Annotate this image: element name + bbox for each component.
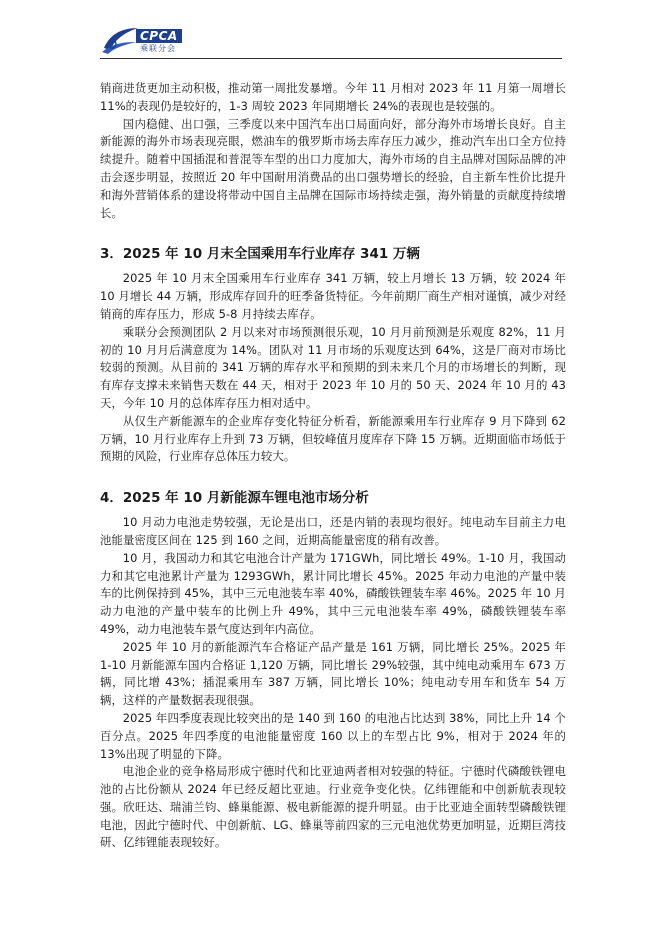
section-3-heading: 3．2025 年 10 月末全国乘用车行业库存 341 万辆 [100,246,420,263]
logo-subtitle: 乘联分会 [140,44,176,53]
intro-paragraph-1: 销商进货更加主动积极，推动第一周批发暴增。今年 11 月相对 2023 年 11 月第一周增长 11%的表现仍是较好的，1-3 周较 2023 年同期增长 24%的表现也是较强的。 [100,81,566,113]
cpca-swoosh-logo-icon [100,24,140,54]
section-4-heading: 4．2025 年 10 月新能源车锂电池市场分析 [100,490,369,507]
document-body [100,80,566,852]
header-divider [100,58,562,59]
logo-text: CPCA [136,29,182,43]
section-3-paragraph-3: 从仅生产新能源车的企业库存变化特征分析看，新能源乘用车行业库存 9 月下降到 62 万辆，10 月行业库存上升到 73 万辆，但较峰值月度库存下降 15 万辆。近期面临市场低于预期的风险，行业库存总体压力较大。 [100,413,566,464]
section-3-paragraph-1: 2025 年 10 月末全国乘用车行业库存 341 万辆，较上月增长 13 万辆，较 2024 年 10 月增长 44 万辆，形成库存回升的旺季备货特征。今年前期厂商生产相对谨慎，减少对经销商的库存压力，形成 5-8 月持续去库存。 [100,271,566,321]
cpca-logo [100,24,196,54]
section-4-paragraph-2: 10 月，我国动力和其它电池合计产量为 171GWh，同比增长 49%。1-10 月，我国动力和其它电池累计产量为 1293GWh，累计同比增长 45%。2025 年动力电池的产量中装车的比例保持到 45%，其中三元电池装车率 40%，磷酸铁锂装车率 46%。2025 年 10 月动力电池的产量中装车的比例上升 49%，其中三元电池装车率 49%，磷酸铁锂装车率 49%，动力电池装车景气度达到年内高位。 [100,550,566,636]
section-3-paragraph-2: 乘联分会预测团队 2 月以来对市场预测很乐观，10 月月前预测是乐观度 82%，11 月初的 10 月月后满意度为 14%。团队对 11 月市场的乐观度达到 64%，这是厂商对市场比较弱的预测。从目前的 341 万辆的库存水平和预期的到未来几个月的市场增长的判断，现有库存支撑未来销售天数在 44 天，相对于 2023 年 10 月的 50 天、2024 年 10 月的 43 天，今年 10 月的总体库存压力相对适中。 [100,324,566,410]
intro-paragraph-2: 国内稳健、出口强，三季度以来中国汽车出口局面向好，部分海外市场增长良好。自主新能源的海外市场表现亮眼，燃油车的俄罗斯市场去库存压力减少，推动汽车出口全方位持续提升。随着中国插混和普混等车型的出口力度加大，海外市场的自主品牌对国际品牌的冲击会逐步明显，按照近 20 年中国耐用消费品的出口强势增长的经验，自主新车性价比提升和海外营销体系的建设将带动中国自主品牌在国际市场持续走强，海外销量的贡献度持续增长。 [100,116,566,220]
section-4-paragraph-1: 10 月动力电池走势较强，无论是出口，还是内销的表现均很好。纯电动车目前主力电池能量密度区间在 125 到 160 之间，近期高能量密度的稍有改善。 [100,515,566,547]
section-4-paragraph-4: 2025 年四季度表现比较突出的是 140 到 160 的电池占比达到 38%，同比上升 14 个百分点。2025 年四季度的电池能量密度 160 以上的车型占比 9%，相对于 2024 年的 13%出现了明显的下降。 [100,710,566,761]
page-header [0,0,662,62]
section-4-paragraph-5: 电池企业的竞争格局形成宁德时代和比亚迪两者相对较强的特征。宁德时代磷酸铁锂电池的占比份额从 2024 年已经反超比亚迪。行业竞争变化快。亿纬锂能和中创新航表现较强。欣旺达、瑞浦兰钧、蜂巢能源、极电新能源的提升明显。由于比亚迪全面转型磷酸铁锂电池，因此宁德时代、中创新航、LG、蜂巢等前四家的三元电池优势更加明显，近期巨湾技研、亿纬锂能表现较好。 [100,764,566,850]
section-4-paragraph-3: 2025 年 10 月的新能源汽车合格证产品产量是 161 万辆，同比增长 25%。2025 年 1-10 月新能源车国内合格证 1,120 万辆，同比增长 29%较强，其中纯电动乘用车 673 万辆，同比增 43%；插混乘用车 387 万辆，同比增长 10%；纯电动专用车和货车 54 万辆，这样的产量数据表现很强。 [100,639,566,708]
